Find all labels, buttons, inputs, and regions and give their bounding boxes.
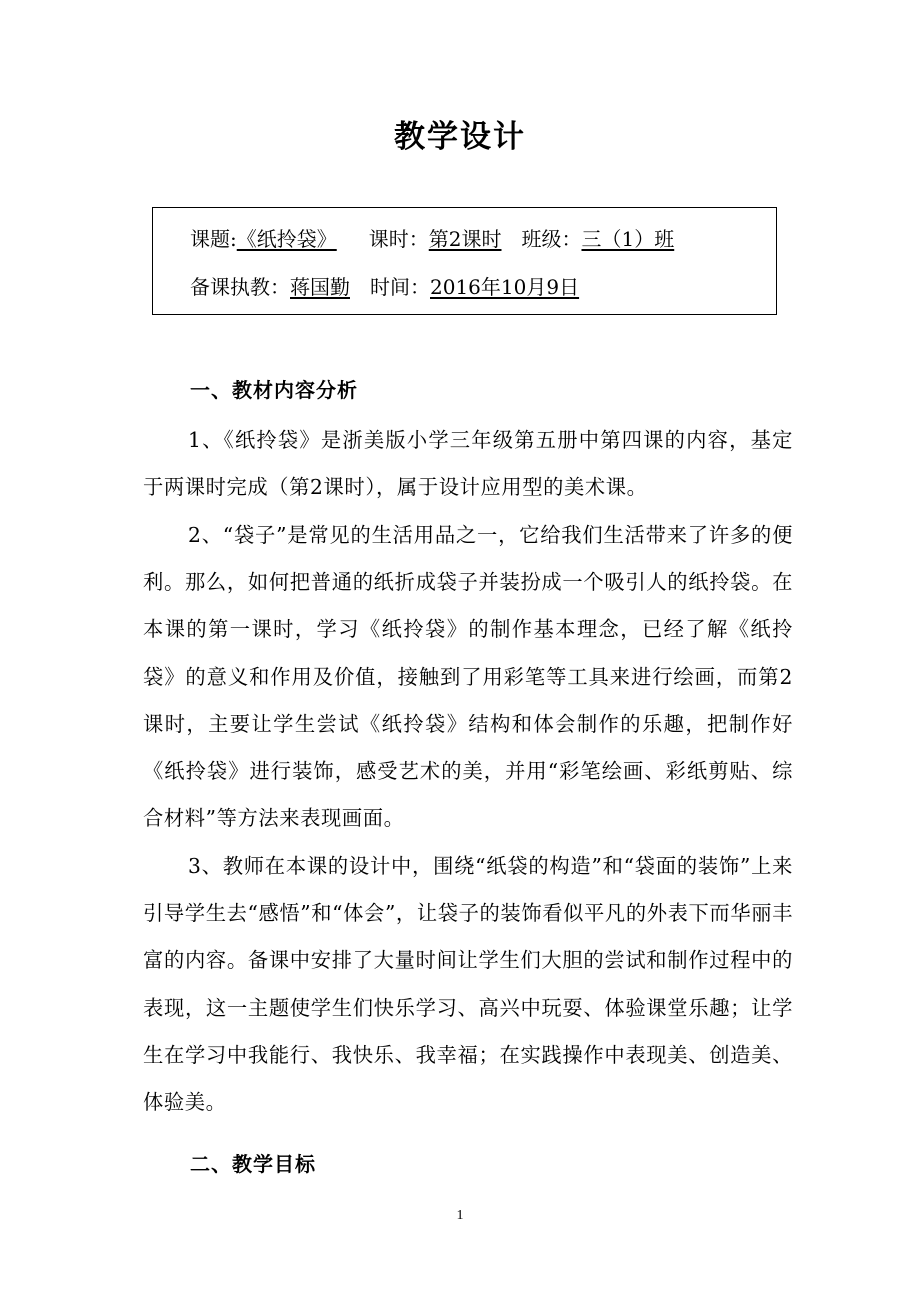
lesson-info-row-2	[190, 272, 579, 302]
teacher-label: 备课执教：	[190, 275, 290, 299]
page-title: 教学设计	[394, 119, 526, 155]
topic-label: 课题:	[190, 227, 237, 251]
section-heading-content-analysis: 一、教材内容分析	[190, 378, 358, 402]
class-value: 三（1）班	[581, 227, 675, 251]
paragraph-3: 3、教师在本课的设计中，围绕“纸袋的构造”和“袋面的装饰”上来引导学生去“感悟”和“体会”，让袋子的装饰看似平凡的外表下而华丽丰富的内容。备课中安排了大量时间让学生们大胆的尝试和制作过程中的表现，这一主题使学生们快乐学习、高兴中玩耍、体验课堂乐趣；让学生在学习中我能行、我快乐、我幸福；在实践操作中表现美、创造美、体验美。	[143, 854, 793, 1115]
teacher-value: 蒋国勤	[290, 275, 350, 299]
date-label: 时间：	[370, 275, 430, 299]
lesson-info-box	[152, 207, 777, 315]
class-label: 班级：	[521, 227, 582, 251]
paragraph-2: 2、“袋子”是常见的生活用品之一，它给我们生活带来了许多的便利。那么，如何把普通的纸折成袋子并装扮成一个吸引人的纸拎袋。在本课的第一课时，学习《纸拎袋》的制作基本理念，已经了解《纸拎袋》的意义和作用及价值，接触到了用彩笔等工具来进行绘画，而第2课时，主要让学生尝试《纸拎袋》结构和体会制作的乐趣，把制作好《纸拎袋》进行装饰，感受艺术的美，并用“彩笔绘画、彩纸剪贴、综合材料”等方法来表现画面。	[143, 523, 793, 831]
section-heading-teaching-goals: 二、教学目标	[190, 1152, 316, 1176]
date-value: 2016年10月9日	[430, 275, 580, 299]
page-number: 1	[456, 1208, 464, 1223]
lesson-info-row-1	[190, 224, 674, 254]
period-label: 课时：	[368, 227, 429, 251]
paragraph-1: 1、《纸拎袋》是浙美版小学三年级第五册中第四课的内容，基定于两课时完成（第2课时），属于设计应用型的美术课。	[143, 428, 793, 500]
period-value: 第2课时	[428, 227, 502, 251]
topic-value: 《纸拎袋》	[236, 227, 337, 251]
